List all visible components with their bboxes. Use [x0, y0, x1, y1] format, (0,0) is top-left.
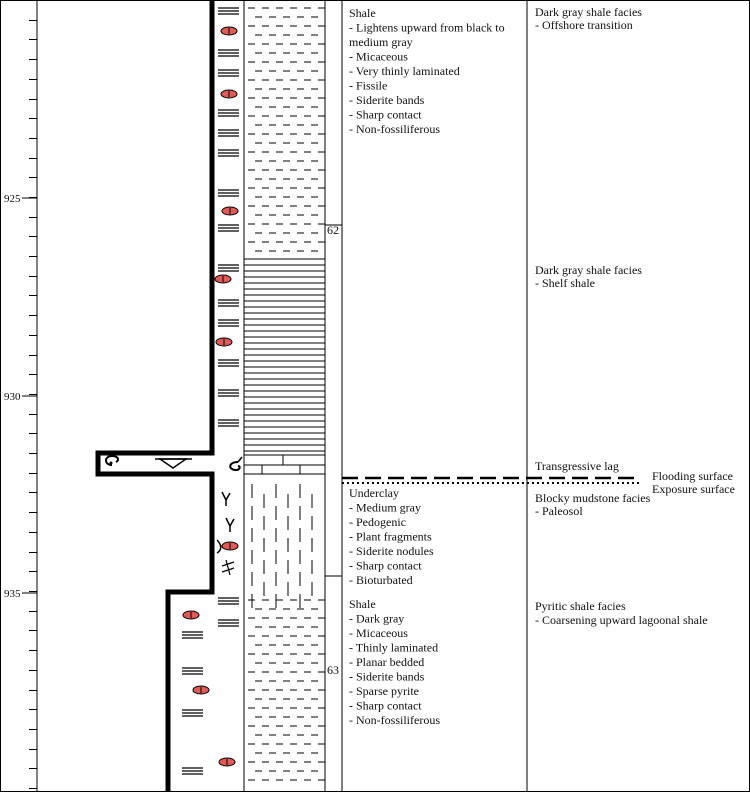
unit-description-upper-shale	[349, 6, 505, 136]
siderite-nodule-icon	[221, 90, 237, 98]
block-item: - Fissile	[349, 78, 388, 93]
sample-number-62: 62	[327, 223, 339, 237]
siderite-nodule-icon	[222, 207, 238, 215]
facies-shelf-shale	[535, 263, 642, 290]
block-item: - Bioturbated	[349, 573, 413, 587]
laminated-shale-pattern	[244, 259, 325, 451]
block-item: - Lightens upward from black to	[349, 20, 505, 35]
depth-axis	[4, 0, 37, 792]
facies-pyritic-shale	[535, 599, 708, 627]
unit-description-lower-shale	[349, 597, 440, 727]
block-title: Transgressive lag	[535, 459, 619, 473]
block-item: - Siderite bands	[349, 93, 425, 107]
siderite-nodule-icon	[219, 758, 235, 766]
lower-shale-pattern	[248, 600, 325, 780]
block-item: - Very thinly laminated	[349, 64, 460, 78]
block-item: - Siderite bands	[349, 669, 425, 684]
block-item: - Shelf shale	[535, 276, 595, 290]
block-title: Blocky mudstone facies	[535, 491, 651, 505]
block-title: Dark gray shale facies	[535, 5, 642, 19]
block-item: - Planar bedded	[349, 655, 425, 669]
lag-clast-icon	[155, 459, 192, 468]
facies-blocky-mudstone	[535, 491, 651, 518]
block-item: - Dark gray	[349, 611, 405, 626]
exposure-surface-label: Exposure surface	[652, 482, 735, 496]
underclay-pattern	[252, 484, 312, 608]
block-title: Underclay	[349, 486, 399, 500]
block-item: - Siderite nodules	[349, 544, 434, 558]
block-item: medium gray	[349, 35, 413, 49]
shell-fragment-icon	[230, 457, 242, 470]
block-item: - Coarsening upward lagoonal shale	[535, 613, 708, 627]
sample-number-63: 63	[327, 663, 339, 677]
siderite-nodule-icon	[193, 686, 209, 694]
block-item: - Pedogenic	[349, 515, 406, 529]
siderite-nodule-icon	[221, 27, 237, 35]
block-item: - Non-fossiliferous	[349, 713, 440, 727]
block-item: - Sharp contact	[349, 107, 422, 122]
block-item: - Sparse pyrite	[349, 684, 419, 698]
block-item: - Medium gray	[349, 500, 421, 515]
depth-label-925: 925	[4, 193, 21, 205]
block-item: - Micaceous	[349, 49, 408, 64]
siderite-nodule-icon	[222, 542, 238, 550]
transgressive-lag-bed	[244, 455, 325, 474]
block-item: - Plant fragments	[349, 529, 432, 544]
block-item: - Micaceous	[349, 626, 408, 640]
block-item: - Thinly laminated	[349, 640, 439, 655]
block-item: - Sharp contact	[349, 698, 422, 713]
block-item: - Offshore transition	[535, 18, 633, 32]
block-title: Shale	[349, 597, 376, 611]
block-title: Pyritic shale facies	[535, 599, 626, 613]
block-item: - Paleosol	[535, 504, 583, 518]
upper-shale-pattern	[248, 8, 325, 251]
siderite-nodule-icon	[216, 338, 232, 346]
block-title: Dark gray shale facies	[535, 263, 642, 277]
flooding-surface-label: Flooding surface	[652, 469, 733, 483]
siderite-nodule-icon	[183, 611, 199, 619]
unit-description-underclay	[349, 486, 434, 587]
siderite-nodule-icon	[215, 275, 231, 283]
block-item: - Non-fossiliferous	[349, 122, 440, 136]
bioturbation-icon	[222, 560, 234, 575]
depth-label-930: 930	[4, 391, 21, 403]
shell-fragment-icon	[106, 456, 118, 465]
block-title: Shale	[349, 6, 376, 20]
grain-size-profile	[98, 0, 212, 792]
block-item: - Sharp contact	[349, 558, 422, 573]
facies-transgressive-lag	[535, 459, 619, 473]
depth-label-935: 935	[4, 588, 21, 600]
facies-offshore-transition	[535, 5, 642, 32]
